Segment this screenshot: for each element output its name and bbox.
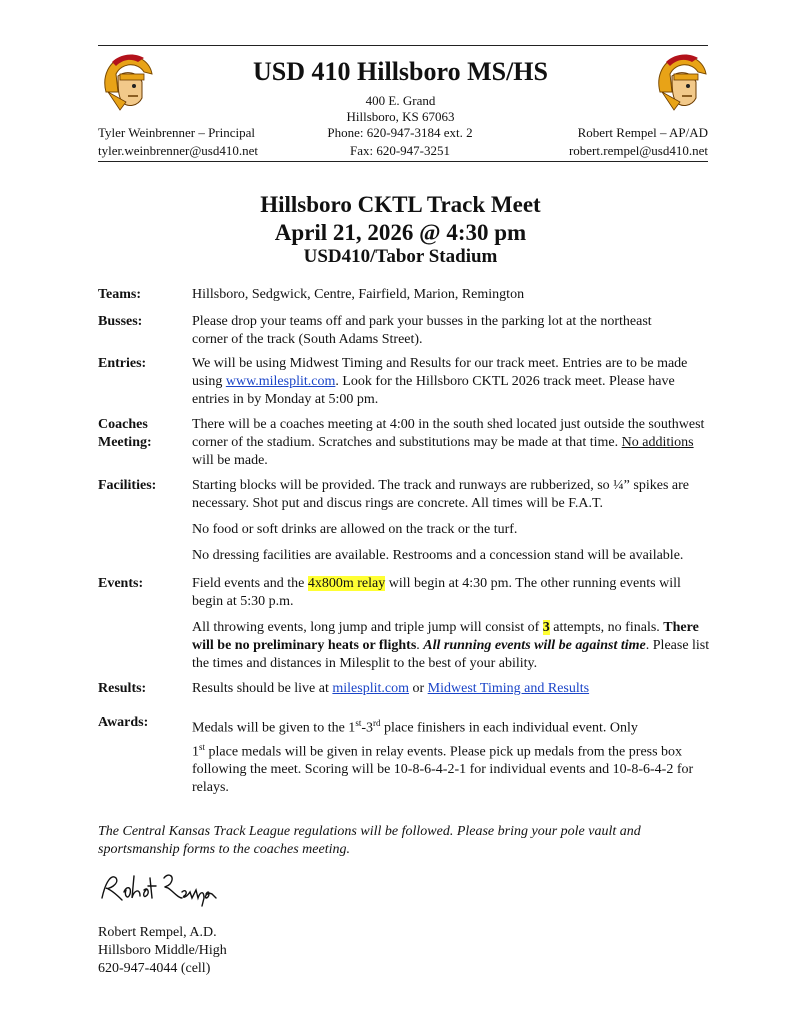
coaches-label-1: Coaches: [98, 417, 148, 432]
ad-email: robert.rempel@usd410.net: [568, 143, 708, 158]
phone: Phone: 620-947-3184 ext. 2: [327, 125, 473, 140]
awards-sup2: rd: [373, 718, 381, 728]
school-name: USD 410 Hillsboro MS/HS: [253, 57, 548, 86]
entries-text: [192, 355, 712, 409]
principal-name: Tyler Weinbrenner – Principal: [98, 125, 256, 140]
facilities-p2: No food or soft drinks are allowed on the track or the turf.: [192, 522, 518, 537]
events-p1: [192, 575, 712, 611]
awards-t5: place medals will be given in relay events. Please pick up medals from the press box following the meet. Scoring will be 10-8-6-4-2-1 for individual events and 10-8-6-4-2 for relays.: [192, 744, 694, 796]
against-time-text: All running events will be against time: [423, 638, 646, 653]
signer-name: Robert Rempel, A.D.: [98, 925, 217, 940]
facilities-p1: Starting blocks will be provided. The track and runways are rubberized, so ¼” spikes are necessary. Shot put and discus rings are concrete. All times will be F.A.T.: [192, 478, 689, 511]
meet-title: Hillsboro CKTL Track Meet: [260, 192, 541, 217]
awards-label: Awards:: [98, 715, 149, 730]
header-top-rule: [98, 45, 708, 46]
midwest-timing-link[interactable]: Midwest Timing and Results: [427, 681, 590, 696]
events-p2-post: attempts, no finals.: [549, 620, 664, 635]
events-p2-end: . Please list the times and distances in Milesplit to the best of your ability.: [192, 638, 710, 671]
teams-text: Hillsboro, Sedgwick, Centre, Fairfield, Marion, Remington: [192, 287, 525, 302]
events-label: Events:: [98, 576, 144, 591]
events-p2: [192, 619, 712, 673]
coaches-text: [192, 416, 712, 470]
milesplit-results-link[interactable]: milesplit.com: [332, 681, 409, 696]
entries-text-post: . Look for the Hillsboro CKTL 2026 track meet. Please have entries in by Monday at 5:00 pm.: [192, 374, 675, 407]
facilities-label: Facilities:: [98, 478, 157, 493]
events-p1-pre: Field events and the: [192, 576, 308, 591]
awards-text: [192, 714, 712, 797]
awards-t4: 1: [192, 744, 199, 760]
entries-label: Entries:: [98, 356, 147, 371]
address-line-2: Hillsboro, KS 67063: [346, 109, 455, 124]
teams-label: Teams:: [98, 287, 142, 302]
busses-label: Busses:: [98, 314, 143, 329]
signature-image: [98, 868, 218, 908]
results-label: Results:: [98, 681, 147, 696]
awards-t3: place finishers in each individual event. Only: [380, 720, 638, 736]
results-text: [192, 680, 712, 698]
busses-text: Please drop your teams off and park your busses in the parking lot at the northeast corner of the track (South Adams Street).: [192, 314, 652, 347]
coaches-text-main: There will be a coaches meeting at 4:00 in the south shed located just outside the southwest corner of the stadium. Scratches and substitutions may be made at that time.: [192, 417, 705, 450]
milesplit-link[interactable]: www.milesplit.com: [225, 374, 336, 389]
awards-sup3: st: [199, 741, 206, 752]
events-p2-dot: .: [416, 638, 424, 653]
header-bottom-rule: [98, 161, 708, 162]
entries-text-pre: We will be using Midwest Timing and Results for our track meet. Entries are to be made using: [192, 356, 688, 389]
awards-sup1: st: [355, 718, 362, 728]
signer-school: Hillsboro Middle/High: [98, 943, 227, 958]
address-line-1: 400 E. Grand: [365, 93, 436, 108]
awards-t1: Medals will be given to the 1: [192, 720, 356, 736]
ad-name: Robert Rempel – AP/AD: [577, 125, 708, 140]
fax: Fax: 620-947-3251: [349, 143, 451, 158]
awards-t2: -3: [361, 720, 373, 736]
footer-note: The Central Kansas Track League regulations will be followed. Please bring your pole vault and sportsmanship forms to the coaches meeting.: [98, 824, 641, 857]
results-mid: or: [409, 681, 428, 696]
events-p1-post: will begin at 4:30 pm. The other running events will begin at 5:30 p.m.: [192, 576, 681, 609]
meet-date: April 21, 2026 @ 4:30 pm: [274, 220, 527, 245]
attempts-number: 3: [542, 620, 550, 635]
coaches-text-post: will be made.: [192, 453, 268, 468]
events-p2-pre: All throwing events, long jump and triple jump will consist of: [192, 620, 543, 635]
principal-email: tyler.weinbrenner@usd410.net: [98, 143, 258, 158]
coaches-label-2: Meeting:: [98, 435, 152, 450]
no-additions-text: No additions: [621, 435, 694, 450]
relay-highlight: 4x800m relay: [307, 576, 386, 591]
facilities-p3: No dressing facilities are available. Restrooms and a concession stand will be available.: [192, 548, 684, 563]
no-heats-text: There will be no preliminary heats or flights: [192, 620, 699, 653]
meet-venue: USD410/Tabor Stadium: [303, 246, 498, 267]
results-pre: Results should be live at: [192, 681, 333, 696]
signer-phone: 620-947-4044 (cell): [98, 961, 211, 976]
